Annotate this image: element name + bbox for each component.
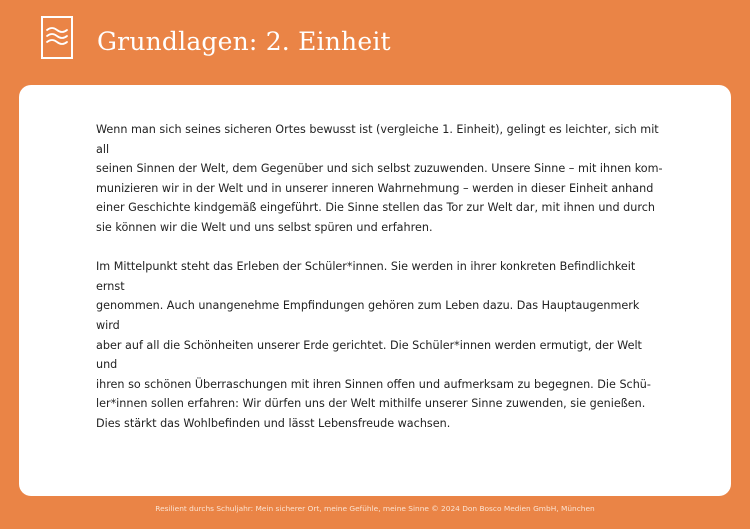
page-title: Grundlagen: 2. Einheit	[97, 27, 391, 56]
paragraph-intro: Wenn man sich seines sicheren Ortes bewusst ist (vergleiche 1. Einheit), gelingt es leichter, sich mit all seinen Sinnen der Welt, dem Gegenüber und sich selbst zuzuwenden. Unsere Sinne – mit ihnen kom- munizieren wir in der Welt und in unserer inneren Wahrnehmung – werden in dieser Einheit anhand einer Geschichte kindgemäß eingeführt. Die Sinne stellen das Tor zur Welt dar, mit ihnen und durch sie können wir die Welt und uns selbst spüren und erfahren.	[96, 123, 663, 234]
copyright-footer: Resilient durchs Schuljahr: Mein sicherer Ort, meine Gefühle, meine Sinne © 2024 Don Bosco Medien GmbH, München	[155, 504, 595, 513]
wave-lines-icon	[41, 16, 73, 59]
content-panel	[19, 85, 731, 496]
paragraph-focus: Im Mittelpunkt steht das Erleben der Schüler*innen. Sie werden in ihrer konkreten Befindlichkeit ernst genommen. Auch unangenehme Empfindungen gehören zum Leben dazu. Das Hauptaugenmerk wird aber auf all die Schönheiten unserer Erde gerichtet. Die Schüler*innen werden ermutigt, der Welt und ihren so schönen Überraschungen mit ihren Sinnen offen und aufmerksam zu begegnen. Die Schü- ler*innen sollen erfahren: Wir dürfen uns der Welt mithilfe unserer Sinne zuwenden, sie genießen. Dies stärkt das Wohlbefinden und lässt Lebensfreude wachsen.	[96, 260, 651, 430]
body-text	[96, 120, 663, 453]
